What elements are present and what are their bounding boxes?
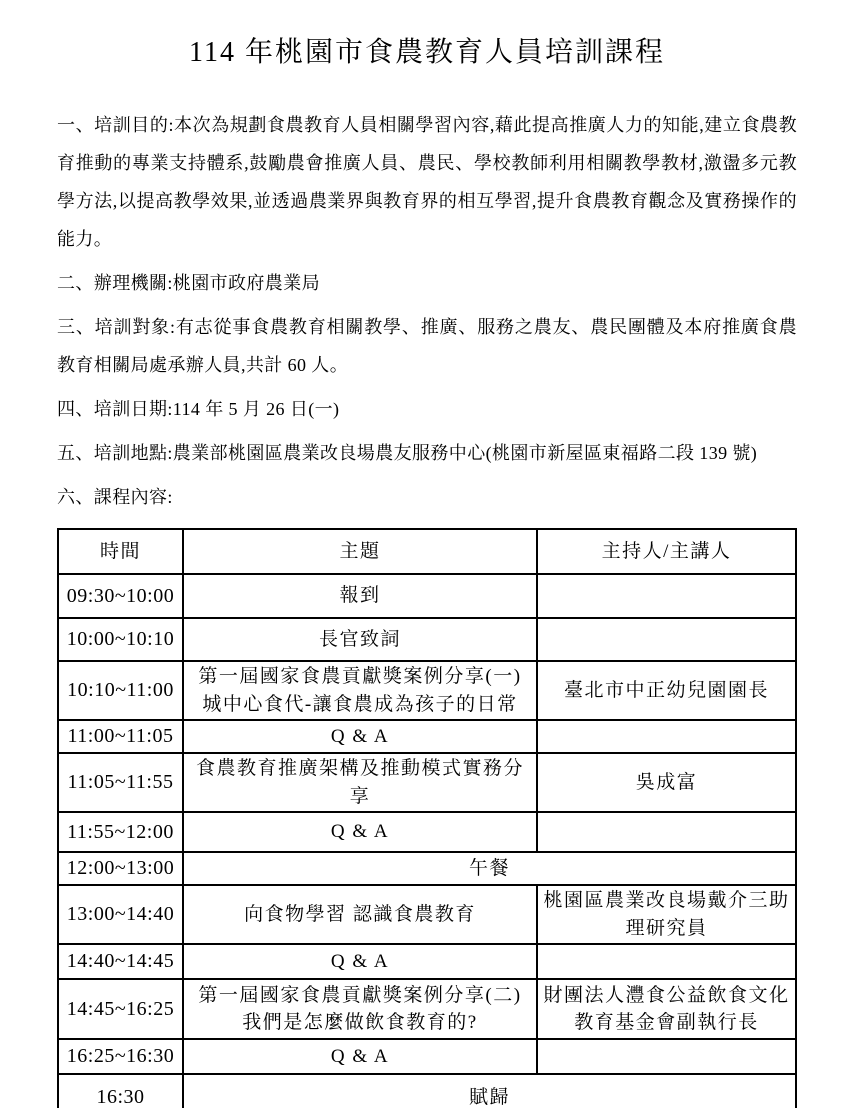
speaker-cell xyxy=(537,618,796,661)
time-cell: 13:00~14:40 xyxy=(58,885,183,944)
schedule-row-learn-from-food xyxy=(58,885,796,944)
speaker-cell xyxy=(537,944,796,979)
topic-cell: 報到 xyxy=(183,574,537,618)
table-header-row xyxy=(58,529,796,574)
topic-line-1: 第一屆國家食農貢獻獎案例分享(二) xyxy=(198,984,522,1006)
topic-line-2: 我們是怎麼做飲食教育的? xyxy=(242,1012,478,1034)
section-training-date: 四、培訓日期:114 年 5 月 26 日(一) xyxy=(57,399,340,419)
schedule-row-lunch xyxy=(58,852,796,885)
time-cell: 11:00~11:05 xyxy=(58,720,183,753)
schedule-row-promotion-framework xyxy=(58,753,796,812)
topic-cell: Q & A xyxy=(183,720,537,753)
header-time: 時間 xyxy=(58,529,183,574)
document-body xyxy=(0,106,854,1108)
time-cell: 14:40~14:45 xyxy=(58,944,183,979)
schedule-row-qa-2 xyxy=(58,812,796,852)
time-cell: 10:00~10:10 xyxy=(58,618,183,661)
course-schedule-table xyxy=(57,528,797,1108)
speaker-cell: 吳成富 xyxy=(537,753,796,812)
time-cell: 12:00~13:00 xyxy=(58,852,183,885)
time-cell: 16:25~16:30 xyxy=(58,1039,183,1074)
time-cell: 09:30~10:00 xyxy=(58,574,183,618)
section-training-purpose: 一、培訓目的:本次為規劃食農教育人員相關學習內容,藉此提高推廣人力的知能,建立食農教育推動的專業支持體系,鼓勵農會推廣人員、農民、學校教師利用相關教學教材,激盪多元教學方法,以提高教學效果,並透過農業界與教育界的相互學習,提升食農教育觀念及實務操作的能力。 xyxy=(57,115,797,249)
topic-line-2: 城中心食代-讓食農成為孩子的日常 xyxy=(202,693,518,715)
speaker-cell xyxy=(537,574,796,618)
speaker-cell xyxy=(537,812,796,852)
schedule-row-registration xyxy=(58,574,796,618)
section-course-content-label: 六、課程內容: xyxy=(57,487,173,507)
time-cell: 16:30 xyxy=(58,1074,183,1108)
topic-cell xyxy=(183,661,537,720)
topic-cell: 長官致詞 xyxy=(183,618,537,661)
topic-cell-merged: 午餐 xyxy=(183,852,796,885)
time-cell: 10:10~11:00 xyxy=(58,661,183,720)
section-training-target: 三、培訓對象:有志從事食農教育相關教學、推廣、服務之農友、農民團體及本府推廣食農教育相關局處承辦人員,共計 60 人。 xyxy=(57,317,797,375)
speaker-cell: 桃園區農業改良場戴介三助理研究員 xyxy=(537,885,796,944)
speaker-cell: 財團法人灃食公益飲食文化教育基金會副執行長 xyxy=(537,979,796,1039)
schedule-row-qa-4 xyxy=(58,1039,796,1074)
section-training-location: 五、培訓地點:農業部桃園區農業改良場農友服務中心(桃園市新屋區東福路二段 139 號) xyxy=(57,443,758,463)
schedule-row-case-sharing-2 xyxy=(58,979,796,1039)
time-cell: 14:45~16:25 xyxy=(58,979,183,1039)
time-cell: 11:05~11:55 xyxy=(58,753,183,812)
speaker-cell xyxy=(537,720,796,753)
topic-cell: Q & A xyxy=(183,1039,537,1074)
topic-line-1: 第一屆國家食農貢獻獎案例分享(一) xyxy=(198,666,522,687)
header-speaker: 主持人/主講人 xyxy=(537,529,796,574)
header-topic: 主題 xyxy=(183,529,537,574)
topic-cell: 食農教育推廣架構及推動模式實務分享 xyxy=(183,753,537,812)
speaker-cell: 臺北市中正幼兒園園長 xyxy=(537,661,796,720)
speaker-cell xyxy=(537,1039,796,1074)
topic-cell xyxy=(183,979,537,1039)
document-title: 114 年桃園市食農教育人員培訓課程 xyxy=(189,37,665,68)
schedule-row-opening-speech xyxy=(58,618,796,661)
schedule-row-qa-1 xyxy=(58,720,796,753)
topic-cell-merged: 賦歸 xyxy=(183,1074,796,1108)
schedule-row-case-sharing-1 xyxy=(58,661,796,720)
topic-cell: 向食物學習 認識食農教育 xyxy=(183,885,537,944)
schedule-row-departure xyxy=(58,1074,796,1108)
time-cell: 11:55~12:00 xyxy=(58,812,183,852)
schedule-row-qa-3 xyxy=(58,944,796,979)
topic-cell: Q & A xyxy=(183,812,537,852)
section-organizer: 二、辦理機關:桃園市政府農業局 xyxy=(57,273,320,293)
topic-cell: Q & A xyxy=(183,944,537,979)
